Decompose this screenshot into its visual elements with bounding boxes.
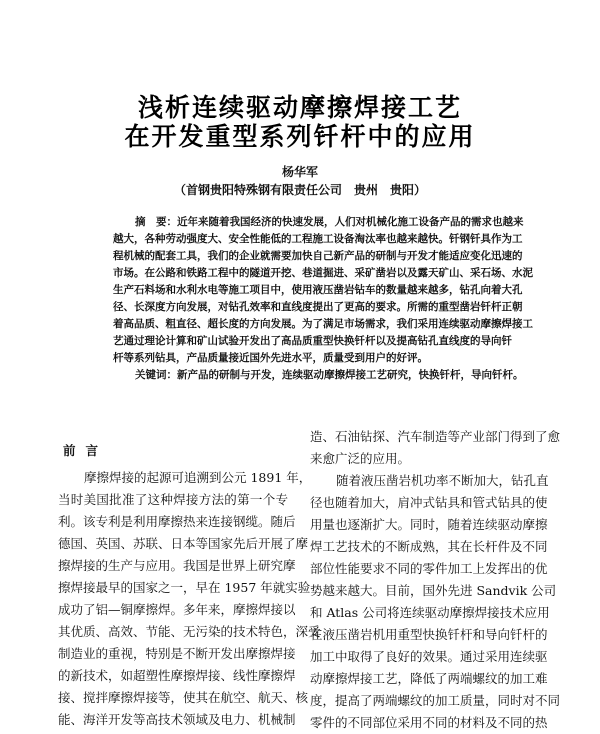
abstract <box>113 214 533 384</box>
section-heading: 前言 <box>63 443 109 458</box>
abstract-line: 生产石料场和水利水电等施工项目中，使用液压凿岩钻车的数量越来越多，钻孔向着大孔 <box>113 284 523 296</box>
abstract-line: 杆等系列钻具，产品质量接近国外先进水平，质量受到用户的好评。 <box>113 352 428 364</box>
body-line: 度，提高了两端螺纹的加工质量，同时对不同 <box>310 693 561 708</box>
left-column-body <box>58 467 321 731</box>
abstract-line: 越大，各种劳动强度大、安全性能低的工程施工设备淘汰率也越来越快。钎钢钎具作为工 <box>113 233 523 245</box>
abstract-line: 艺通过理论计算和矿山试验开发出了高品质重型快换钎杆以及提高钻孔直线度的导向钎 <box>113 335 512 347</box>
body-line: 其优质、高效、节能、无污染的技术特色，深受 <box>58 624 321 639</box>
body-line: 造、石油钻探、汽车制造等产业部门得到了愈 <box>310 429 561 444</box>
author-name: 杨华军 <box>281 165 318 179</box>
body-line: 制造业的重视，特别是不断开发出摩擦焊接 <box>58 646 296 661</box>
abstract-line <box>113 214 524 231</box>
body-line: 加工中取得了良好的效果。通过采用连续驱 <box>310 649 548 664</box>
body-line: 用量也逐渐扩大。同时，随着连续驱动摩擦 <box>310 517 548 532</box>
body-line: 摩擦焊接的起源可追溯到公元 1891 年， <box>84 470 312 485</box>
body-line: 部位性能要求不同的零件加工上发挥出的优 <box>310 561 548 576</box>
body-line: 零件的不同部位采用不同的材料及不同的热 <box>310 715 548 730</box>
keywords-label: 关键词： <box>135 369 177 381</box>
keywords-text: 新产品的研制与开发，连续驱动摩擦焊接工艺研究，快换钎杆，导向钎杆。 <box>177 369 524 381</box>
body-line: 的新技术，如超塑性摩擦焊接、线性摩擦焊 <box>58 668 296 683</box>
paper-title-line-2: 在开发重型系列钎杆中的应用 <box>124 122 476 151</box>
author-affiliation: （首钢贵阳特殊钢有限责任公司 贵州 贵阳） <box>173 183 426 197</box>
body-line: 利。该专利是利用摩擦热来连接钢缆。随后 <box>58 514 296 529</box>
body-line: 擦焊接的生产与应用。我国是世界上研究摩 <box>58 558 296 573</box>
abstract-label: 摘 要： <box>135 216 177 228</box>
keywords-line <box>113 367 524 384</box>
abstract-line: 市场。在公路和铁路工程中的隧道开挖、巷道掘进、采矿凿岩以及露天矿山、采石场、水泥 <box>113 267 533 279</box>
body-line: 径也随着加大，肩冲式钻具和管式钻具的使 <box>310 495 548 510</box>
abstract-line: 着高品质、粗直径、超长度的方向发展。为了满足市场需求，我们采用连续驱动摩擦焊接工 <box>113 318 533 330</box>
body-line: 随着液压凿岩机功率不断加大，钻孔直 <box>336 473 549 488</box>
abstract-line: 径、长深度方向发展，对钻孔效率和直线度提出了更高的要求。所需的重型凿岩钎杆正朝 <box>113 301 523 313</box>
body-line: 焊工艺技术的不断成熟，其在长杆件及不同 <box>310 539 548 554</box>
right-column-body <box>310 426 561 734</box>
body-line: 德国、英国、苏联、日本等国家先后开展了摩 <box>58 536 309 551</box>
body-line: 擦焊接最早的国家之一，早在 1957 年就实验 <box>58 580 311 595</box>
body-line: 当时美国批准了这种焊接方法的第一个专 <box>58 492 288 507</box>
body-line: 在液压凿岩机用重型快换钎杆和导向钎杆的 <box>310 627 548 642</box>
body-line: 成功了铝—铜摩擦焊。多年来，摩擦焊接以 <box>58 602 296 617</box>
body-line: 和 Atlas 公司将连续驱动摩擦焊接技术应用 <box>310 605 550 620</box>
body-line: 能、海洋开发等高技术领域及电力、机械制 <box>58 712 296 727</box>
body-line: 接、搅拌摩擦焊接等，使其在航空、航天、核 <box>58 690 309 705</box>
body-line: 势越来越大。目前，国外先进 Sandvik 公司 <box>310 583 557 598</box>
abstract-text: 近年来随着我国经济的快速发展，人们对机械化施工设备产品的需求也越来 <box>177 216 524 228</box>
body-line: 来愈广泛的应用。 <box>310 451 411 466</box>
abstract-line: 程机械的配套工具，我们的企业就需要加快自己新产品的研制与开发才能适应变化迅速的 <box>113 250 523 262</box>
paper-title-line-1: 浅析连续驱动摩擦焊接工艺 <box>137 93 462 122</box>
body-line: 动摩擦焊接工艺，降低了两端螺纹的加工难 <box>310 671 548 686</box>
